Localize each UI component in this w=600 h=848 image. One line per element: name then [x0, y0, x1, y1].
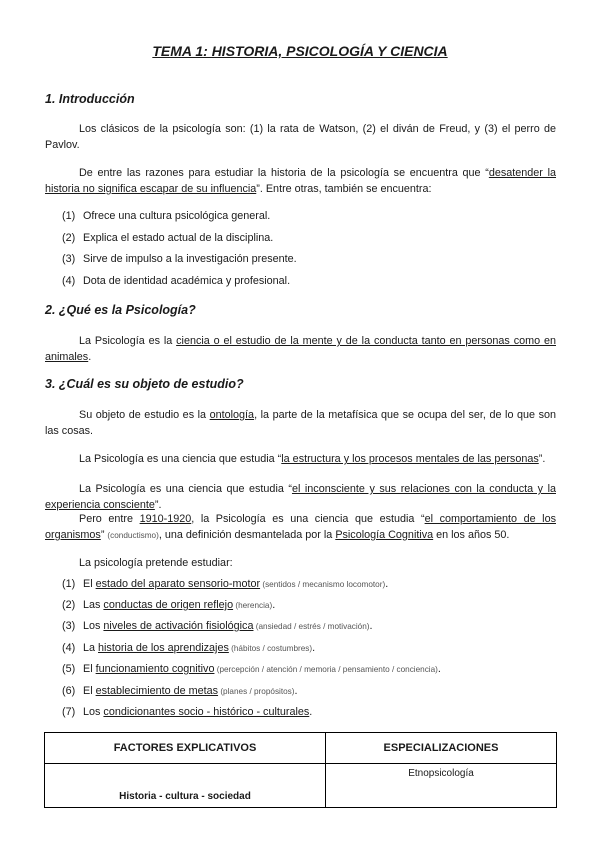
list-item [62, 273, 290, 289]
text: ”. [538, 453, 546, 465]
list-item [62, 683, 298, 700]
underlined-phrase: historia de los aprendizajes [98, 642, 229, 654]
list-number: (7) [62, 706, 76, 718]
text: Las [83, 599, 104, 611]
note: (percepción / atención / memoria / pensamiento / conciencia) [214, 665, 438, 674]
text: Los [83, 620, 104, 632]
list-item [62, 208, 270, 224]
list-text: Sirve de impulso a la investigación presente. [83, 253, 297, 265]
document-title: TEMA 1: HISTORIA, PSICOLOGÍA Y CIENCIA [152, 43, 448, 59]
underlined-phrase: niveles de activación fisiológica [103, 620, 254, 632]
text: El [83, 578, 96, 590]
paragraph-inconsciente [45, 481, 556, 513]
list-text: Dota de identidad académica y profesional. [83, 275, 291, 287]
list-number: (1) [62, 578, 76, 590]
paragraph-clasicos: Los clásicos de la psicología son: (1) la rata de Watson, (2) el diván de Freud, y (3) el perro de Pavlov. [45, 123, 556, 151]
table-header-row [45, 733, 557, 764]
list-number: (4) [62, 275, 76, 287]
underlined-phrase: Psicología Cognitiva [335, 529, 434, 541]
list-number: (6) [62, 685, 76, 697]
list-item [62, 597, 275, 614]
note: (sentidos / mecanismo locomotor) [260, 580, 386, 589]
underlined-phrase: ciencia o el estudio de la mente y de la conducta tanto en personas como en animales [45, 335, 556, 363]
paragraph-definicion [45, 333, 556, 365]
text: . [369, 620, 373, 632]
underlined-phrase: funcionamiento cognitivo [95, 663, 215, 675]
text: El [83, 685, 96, 697]
list-number: (1) [62, 210, 76, 222]
note: (ansiedad / estrés / motivación) [253, 622, 370, 631]
underlined-phrase: el comportamiento de los organismos [45, 513, 556, 541]
text: en los años 50. [433, 529, 510, 541]
factores-table [44, 732, 557, 808]
paragraph-estructura [45, 451, 556, 467]
list-number: (5) [62, 663, 76, 675]
text: La [83, 642, 99, 654]
text: Su objeto de estudio es la [79, 409, 210, 421]
list-item [62, 640, 315, 657]
text: , la parte de la metafísica que se ocupa del ser, de lo que son las cosas. [45, 409, 556, 437]
text: ”. [154, 499, 162, 511]
section-heading-introduccion: 1. Introducción [45, 92, 135, 106]
list-item [62, 230, 273, 246]
text: . [309, 706, 313, 718]
list-number: (2) [62, 232, 76, 244]
text: La Psicología es una ciencia que estudia “ [79, 483, 292, 495]
note: (herencia) [233, 601, 273, 610]
text: . [88, 351, 92, 363]
list-number: (4) [62, 642, 76, 654]
paragraph-pretende: La psicología pretende estudiar: [79, 557, 233, 569]
table-cell-factor: Historia - cultura - sociedad [45, 764, 326, 808]
list-item [62, 576, 388, 593]
note: (planes / propósitos) [218, 687, 295, 696]
underlined-years: 1910-1920 [139, 513, 192, 525]
text: De entre las razones para estudiar la historia de la psicología se encuentra que “ [79, 167, 489, 179]
text: Los [83, 706, 104, 718]
table-row [45, 764, 557, 808]
paragraph-razones [45, 165, 556, 197]
text: La Psicología es la [79, 335, 177, 347]
table-header-especializaciones: ESPECIALIZACIONES [326, 733, 557, 764]
text: Pero entre [79, 513, 140, 525]
underlined-phrase: el inconsciente y sus relaciones con la conducta y la experiencia consciente [45, 483, 556, 511]
list-number: (3) [62, 253, 76, 265]
text: La Psicología es una ciencia que estudia “ [79, 453, 282, 465]
list-number: (3) [62, 620, 76, 632]
list-item [62, 251, 297, 267]
underlined-phrase: conductas de origen reflejo [103, 599, 234, 611]
list-text: Ofrece una cultura psicológica general. [83, 210, 271, 222]
paragraph-ontologia [45, 407, 556, 439]
list-item [62, 661, 441, 678]
table-header-factores: FACTORES EXPLICATIVOS [45, 733, 326, 764]
text: , una definición desmantelada por la [158, 529, 336, 541]
text: , la Psicología es una ciencia que estudia “ [191, 513, 425, 525]
paragraph-conductismo [45, 511, 556, 544]
list-item [62, 618, 373, 635]
list-text: Explica el estado actual de la disciplina. [83, 232, 274, 244]
section-heading-que-es: 2. ¿Qué es la Psicología? [45, 303, 196, 317]
note: (conductismo) [107, 531, 159, 540]
list-item [62, 704, 312, 721]
text: . [294, 685, 298, 697]
underlined-phrase: desatender la historia no significa escapar de su influencia [45, 167, 556, 195]
underlined-phrase: establecimiento de metas [95, 685, 219, 697]
text: . [272, 599, 276, 611]
list-number: (2) [62, 599, 76, 611]
section-heading-objeto: 3. ¿Cuál es su objeto de estudio? [45, 377, 244, 391]
underlined-phrase: estado del aparato sensorio-motor [95, 578, 261, 590]
text: . [312, 642, 316, 654]
note: (hábitos / costumbres) [228, 644, 313, 653]
text: El [83, 663, 96, 675]
table-cell-especializacion: Etnopsicología [326, 764, 557, 808]
text: ” [100, 529, 108, 541]
underlined-phrase: ontología [209, 409, 255, 421]
underlined-phrase: condicionantes socio - histórico - culturales [103, 706, 310, 718]
text: ”. Entre otras, también se encuentra: [256, 183, 432, 195]
underlined-phrase: la estructura y los procesos mentales de las personas [281, 453, 539, 465]
text: . [437, 663, 441, 675]
text: . [385, 578, 389, 590]
